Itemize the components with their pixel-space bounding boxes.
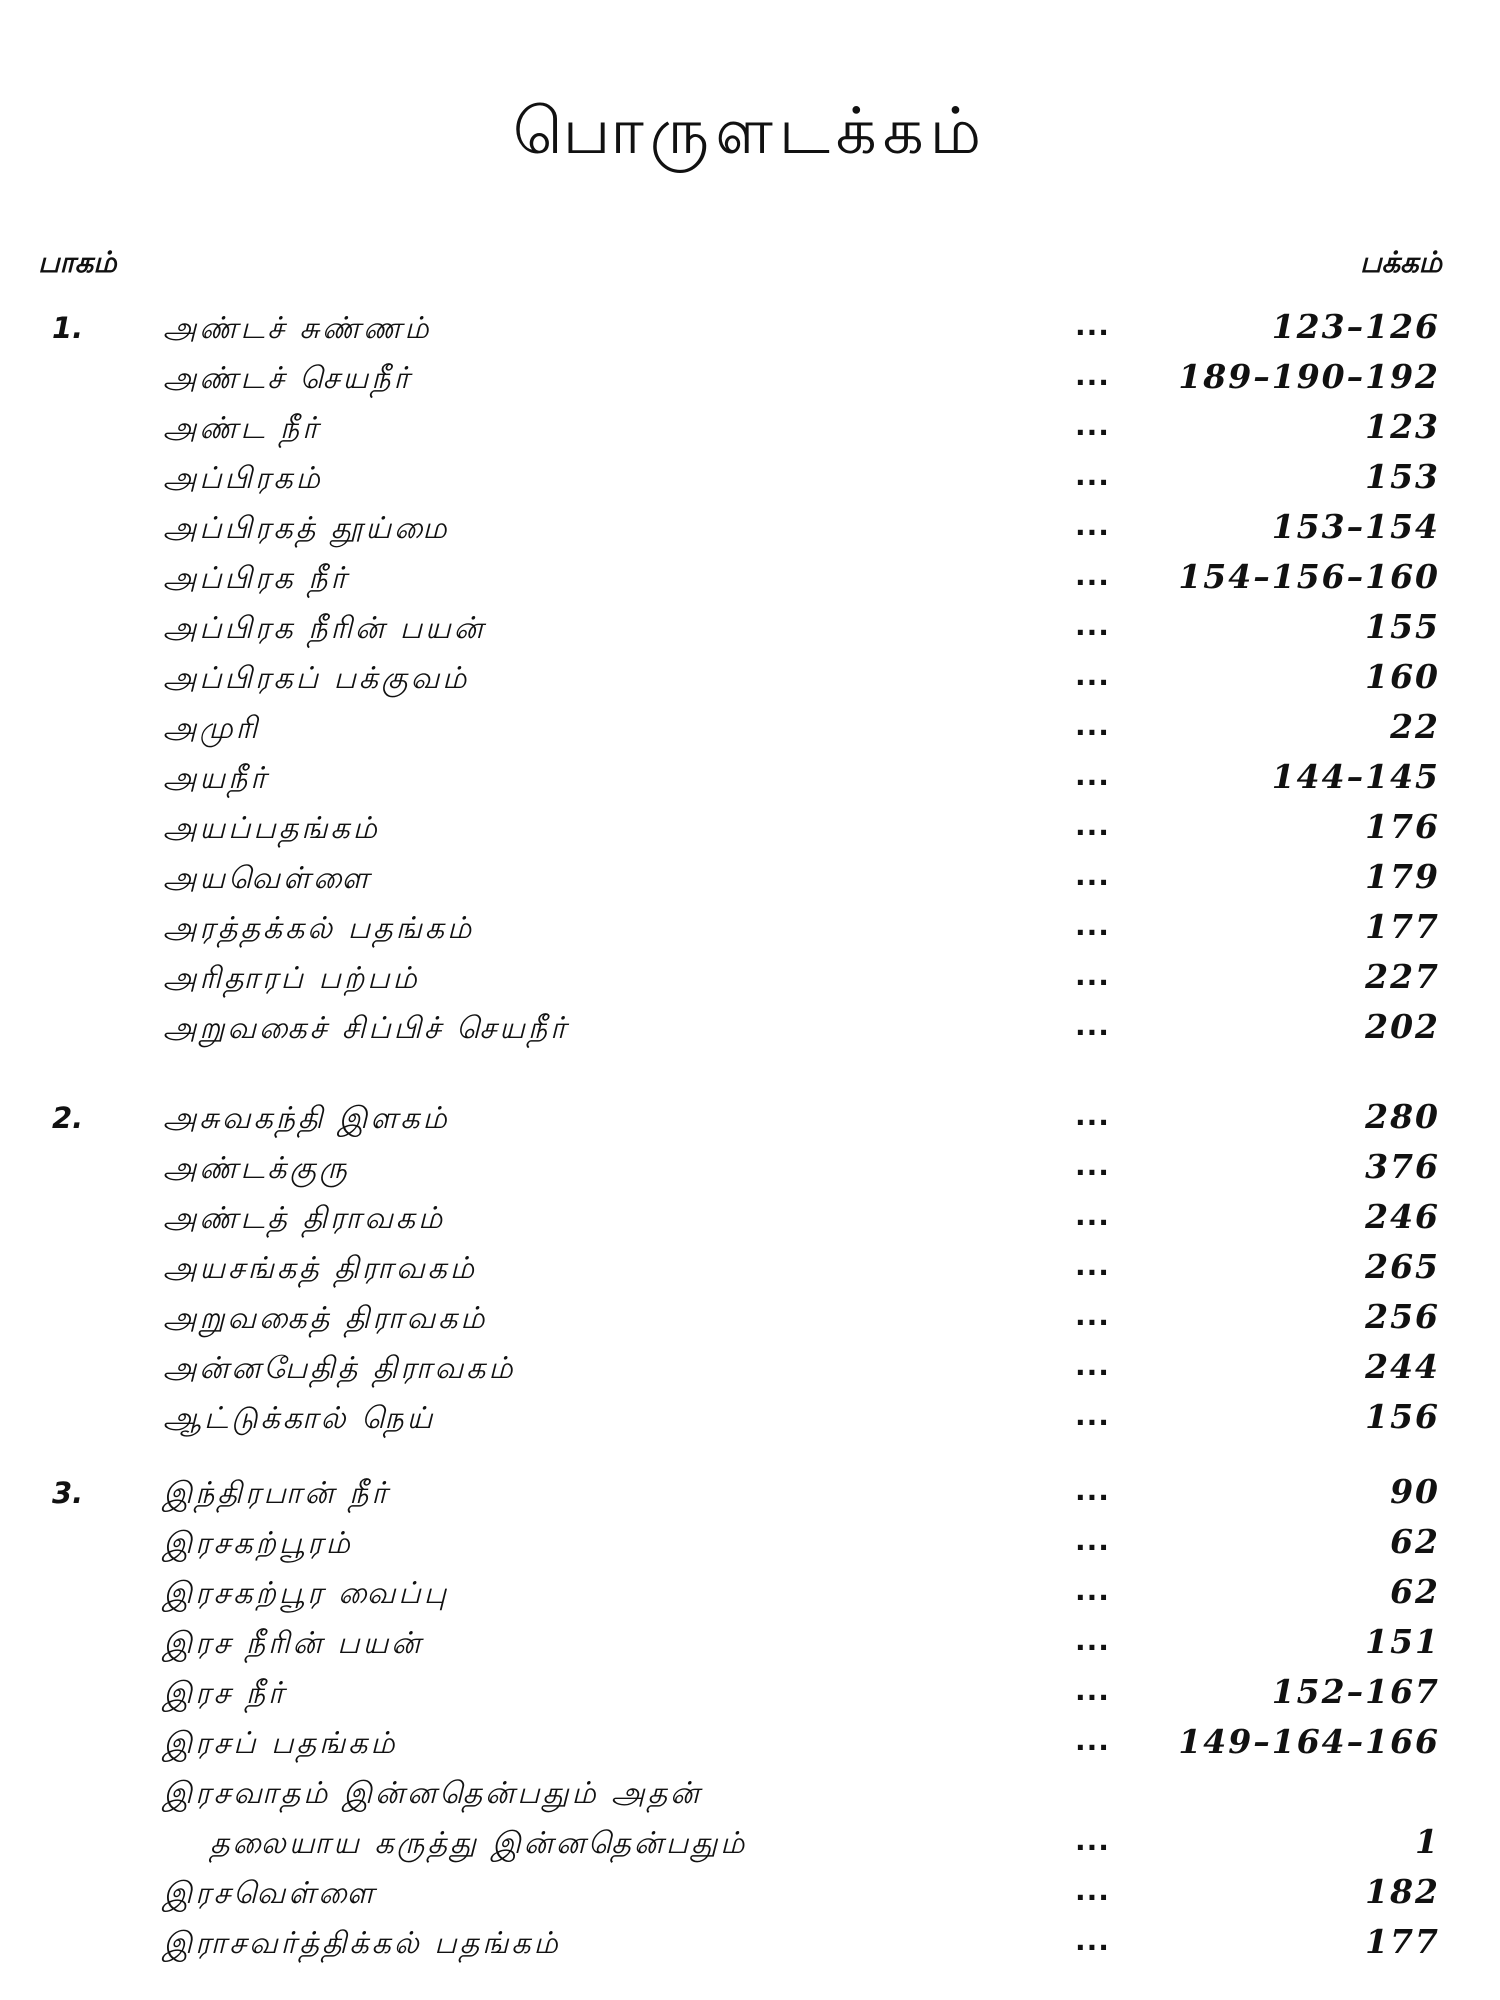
page-number: 176: [1365, 807, 1440, 846]
entry-title: அரிதாரப் பற்பம்: [163, 961, 420, 996]
toc-entry: [0, 1820, 1500, 1870]
toc-entry: [0, 1145, 1500, 1195]
toc-entry: [0, 1470, 1500, 1520]
page-number: 189–190–192: [1178, 357, 1440, 396]
section-number: 3.: [52, 1476, 84, 1510]
leader-dots: ...: [1075, 1874, 1110, 1907]
entry-title: அண்ட நீர்: [163, 411, 321, 446]
leader-dots: ...: [1075, 959, 1110, 992]
toc-entry: [0, 405, 1500, 455]
leader-dots: ...: [1075, 1199, 1110, 1232]
leader-dots: ...: [1075, 1249, 1110, 1282]
leader-dots: ...: [1075, 609, 1110, 642]
entry-title: அயசங்கத் திராவகம்: [163, 1251, 478, 1286]
page-number: 123: [1365, 407, 1440, 446]
page-number: 22: [1390, 707, 1440, 746]
toc-entry: [0, 905, 1500, 955]
page-number: 123–126: [1271, 307, 1440, 346]
entry-title: இராசவர்த்திக்கல் பதங்கம்: [163, 1926, 561, 1961]
entry-title: இரசகற்பூரம்: [163, 1526, 353, 1561]
entry-title: அமுரி: [163, 711, 261, 746]
leader-dots: ...: [1075, 709, 1110, 742]
section-column-header: பாகம்: [38, 245, 117, 279]
page-number: 376: [1365, 1147, 1440, 1186]
toc-section: [0, 1470, 1500, 1970]
page-number: 160: [1365, 657, 1440, 696]
toc-section: [0, 1095, 1500, 1445]
entry-title: அயப்பதங்கம்: [163, 811, 380, 846]
page-number: 182: [1365, 1872, 1440, 1911]
leader-dots: ...: [1075, 1574, 1110, 1607]
leader-dots: ...: [1075, 809, 1110, 842]
toc-entry: [0, 305, 1500, 355]
entry-title: அன்னபேதித் திராவகம்: [163, 1351, 516, 1386]
entry-title: இந்திரபான் நீர்: [163, 1476, 391, 1511]
toc-entry: [0, 955, 1500, 1005]
toc-entry: [0, 1295, 1500, 1345]
toc-entry: [0, 1720, 1500, 1770]
leader-dots: ...: [1075, 1299, 1110, 1332]
toc-entry: [0, 1345, 1500, 1395]
entry-title: அண்டச் செயநீர்: [163, 361, 413, 396]
leader-dots: ...: [1075, 859, 1110, 892]
leader-dots: ...: [1075, 1924, 1110, 1957]
page-number: 62: [1390, 1572, 1440, 1611]
toc-entry: [0, 805, 1500, 855]
leader-dots: ...: [1075, 509, 1110, 542]
leader-dots: ...: [1075, 1099, 1110, 1132]
page-number: 90: [1390, 1472, 1440, 1511]
page-column-header: பக்கம்: [1359, 245, 1442, 279]
entry-title: இரச நீர்: [163, 1676, 287, 1711]
page-number: 153: [1365, 457, 1440, 496]
toc-entry: [0, 555, 1500, 605]
entry-title: இரசவாதம் இன்னதென்பதும் அதன்: [163, 1776, 703, 1811]
entry-title: அண்டக்குரு: [163, 1151, 350, 1186]
page-number: 62: [1390, 1522, 1440, 1561]
entry-title: அயவெள்ளை: [163, 861, 372, 896]
toc-entry: [0, 1005, 1500, 1055]
leader-dots: ...: [1075, 309, 1110, 342]
leader-dots: ...: [1075, 359, 1110, 392]
toc-entry: [0, 505, 1500, 555]
page-number: 202: [1365, 1007, 1440, 1046]
toc-entry: [0, 1670, 1500, 1720]
entry-title: அண்டத் திராவகம்: [163, 1201, 446, 1236]
page-number: 155: [1365, 607, 1440, 646]
section-number: 1.: [52, 311, 84, 345]
entry-title: அண்டச் சுண்ணம்: [163, 311, 432, 346]
page-number: 152–167: [1271, 1672, 1440, 1711]
page-number: 246: [1365, 1197, 1440, 1236]
toc-entry: [0, 1870, 1500, 1920]
entry-title: அரத்தக்கல் பதங்கம்: [163, 911, 475, 946]
leader-dots: ...: [1075, 459, 1110, 492]
leader-dots: ...: [1075, 1824, 1110, 1857]
entry-title: அப்பிரகம்: [163, 461, 323, 496]
toc-entry: [0, 755, 1500, 805]
toc-section: [0, 305, 1500, 1055]
page-number: 265: [1365, 1247, 1440, 1286]
toc-entry: [0, 705, 1500, 755]
leader-dots: ...: [1075, 1399, 1110, 1432]
page-number: 280: [1365, 1097, 1440, 1136]
toc-entry: [0, 1920, 1500, 1970]
entry-title: அப்பிரக நீரின் பயன்: [163, 611, 486, 646]
leader-dots: ...: [1075, 1009, 1110, 1042]
toc-entry: [0, 1520, 1500, 1570]
leader-dots: ...: [1075, 559, 1110, 592]
toc-entry: [0, 1245, 1500, 1295]
leader-dots: ...: [1075, 759, 1110, 792]
page-number: 144–145: [1271, 757, 1440, 796]
page-number: 156: [1365, 1397, 1440, 1436]
toc-entry: [0, 455, 1500, 505]
leader-dots: ...: [1075, 1474, 1110, 1507]
entry-title: தலையாய கருத்து இன்னதென்பதும்: [210, 1826, 748, 1861]
toc-entry: [0, 1195, 1500, 1245]
toc-entry: [0, 1570, 1500, 1620]
leader-dots: ...: [1075, 1349, 1110, 1382]
entry-title: இரச நீரின் பயன்: [163, 1626, 424, 1661]
leader-dots: ...: [1075, 1724, 1110, 1757]
page-number: 227: [1365, 957, 1440, 996]
entry-title: அயநீர்: [163, 761, 269, 796]
leader-dots: ...: [1075, 409, 1110, 442]
leader-dots: ...: [1075, 909, 1110, 942]
leader-dots: ...: [1075, 1149, 1110, 1182]
leader-dots: ...: [1075, 1524, 1110, 1557]
leader-dots: ...: [1075, 659, 1110, 692]
entry-title: அறுவகைச் சிப்பிச் செயநீர்: [163, 1011, 569, 1046]
toc-entry: [0, 1095, 1500, 1145]
page-number: 153–154: [1271, 507, 1440, 546]
page-number: 177: [1365, 1922, 1440, 1961]
entry-title: இரசவெள்ளை: [163, 1876, 377, 1911]
section-number: 2.: [52, 1101, 84, 1135]
entry-title: அசுவகந்தி இளகம்: [163, 1101, 450, 1136]
entry-title: இரசகற்பூர வைப்பு: [163, 1576, 450, 1611]
page-number: 177: [1365, 907, 1440, 946]
toc-entry: [0, 605, 1500, 655]
page-title: பொருளடக்கம்: [512, 95, 988, 169]
page-number: 151: [1365, 1622, 1440, 1661]
page-number: 256: [1365, 1297, 1440, 1336]
leader-dots: ...: [1075, 1624, 1110, 1657]
page-number: 1: [1415, 1822, 1440, 1861]
toc-entry: [0, 1770, 1500, 1820]
entry-title: இரசப் பதங்கம்: [163, 1726, 398, 1761]
entry-title: அப்பிரகப் பக்குவம்: [163, 661, 470, 696]
leader-dots: ...: [1075, 1674, 1110, 1707]
toc-entry: [0, 1620, 1500, 1670]
page-number: 179: [1365, 857, 1440, 896]
entry-title: அப்பிரக நீர்: [163, 561, 350, 596]
toc-entry: [0, 855, 1500, 905]
entry-title: ஆட்டுக்கால் நெய்: [163, 1401, 436, 1436]
entry-title: அப்பிரகத் தூய்மை: [163, 511, 450, 546]
entry-title: அறுவகைத் திராவகம்: [163, 1301, 488, 1336]
toc-entry: [0, 1395, 1500, 1445]
toc-entry: [0, 355, 1500, 405]
toc-entry: [0, 655, 1500, 705]
page-number: 244: [1365, 1347, 1440, 1386]
page-number: 149–164–166: [1178, 1722, 1440, 1761]
page-number: 154–156–160: [1178, 557, 1440, 596]
